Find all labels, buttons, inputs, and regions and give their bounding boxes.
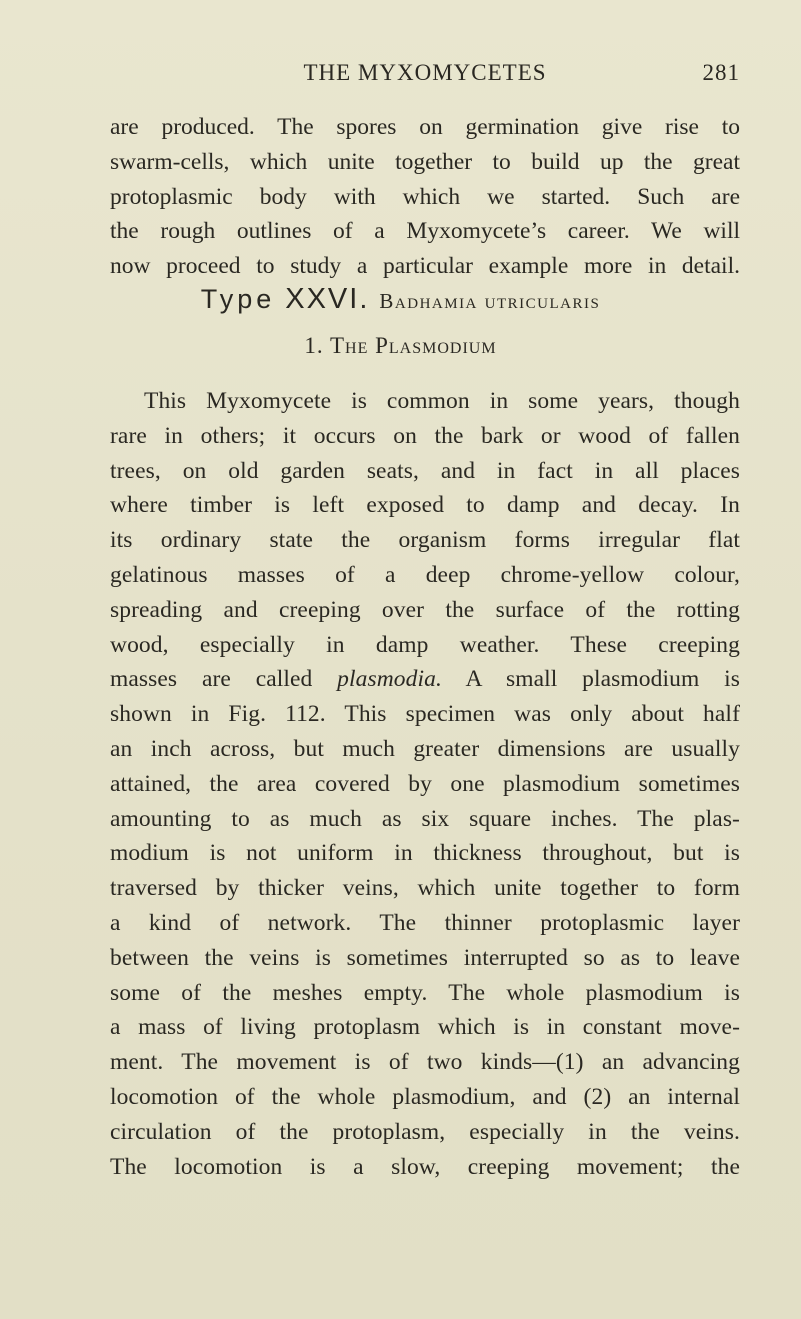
text-line: swarm-cells, which unite together to build up the great [110, 148, 740, 175]
text-line: are produced. The spores on germination give rise to [110, 114, 740, 140]
text-line: a kind of network. The thinner protoplasmic layer [110, 909, 740, 936]
text-line: modium is not uniform in thickness throughout, but is [110, 840, 740, 867]
text-line: gelatinous masses of a deep chrome-yellow colour, [110, 561, 740, 588]
text-line: traversed by thicker veins, which unite together to form [110, 875, 740, 902]
running-head [110, 58, 740, 94]
text-line: The locomotion is a slow, creeping movement; the [110, 1153, 740, 1180]
text-line-mixed [110, 662, 740, 697]
text-line: between the veins is sometimes interrupted so as to leave [110, 944, 740, 971]
text-line: trees, on old garden seats, and in fact in all places [110, 457, 740, 484]
page-number: 281 [702, 60, 740, 85]
type-numeral: XXVI. [285, 283, 370, 315]
text-line: ment. The movement is of two kinds—(1) an advancing [110, 1049, 740, 1076]
text-line: locomotion of the whole plasmodium, and (2) an internal [110, 1083, 740, 1110]
main-paragraph [110, 384, 740, 1184]
text-line: its ordinary state the organism forms irregular flat [110, 527, 740, 554]
text-line: wood, especially in damp weather. These creeping [110, 631, 740, 658]
intro-paragraph [110, 110, 740, 284]
text-line: a mass of living protoplasm which is in constant move- [110, 1014, 740, 1041]
text-segment: A small plasmodium is [465, 666, 740, 693]
italic-term: plasmodia. [337, 666, 442, 693]
text-line: protoplasmic body with which we started. Such are [110, 183, 740, 210]
text-line: rare in others; it occurs on the bark or wood of fallen [110, 422, 740, 449]
text-line: the rough outlines of a Myxomycete’s career. We will [110, 218, 740, 245]
section-heading: 1. The Plasmodium [304, 333, 497, 358]
running-title: THE MYXOMYCETES [303, 60, 547, 85]
text-line: amounting to as much as six square inches. The plas- [110, 805, 740, 832]
text-line: circulation of the protoplasm, especially in the veins. [110, 1118, 740, 1145]
type-label: Type [200, 284, 276, 314]
text-line: where timber is left exposed to damp and decay. In [110, 492, 740, 519]
text-line: an inch across, but much greater dimensions are usually [110, 735, 740, 762]
text-segment: masses are called [110, 666, 313, 693]
text-line: now proceed to study a particular example more in detail. [110, 253, 740, 280]
text-line: This Myxomycete is common in some years, though [144, 388, 740, 414]
text-line: some of the meshes empty. The whole plasmodium is [110, 979, 740, 1006]
text-line: attained, the area covered by one plasmodium sometimes [110, 770, 740, 797]
type-species: Badhamia utricularis [379, 289, 601, 313]
text-line: shown in Fig. 112. This specimen was only about half [110, 701, 740, 728]
type-heading [0, 283, 801, 316]
text-line: spreading and creeping over the surface of the rotting [110, 596, 740, 623]
